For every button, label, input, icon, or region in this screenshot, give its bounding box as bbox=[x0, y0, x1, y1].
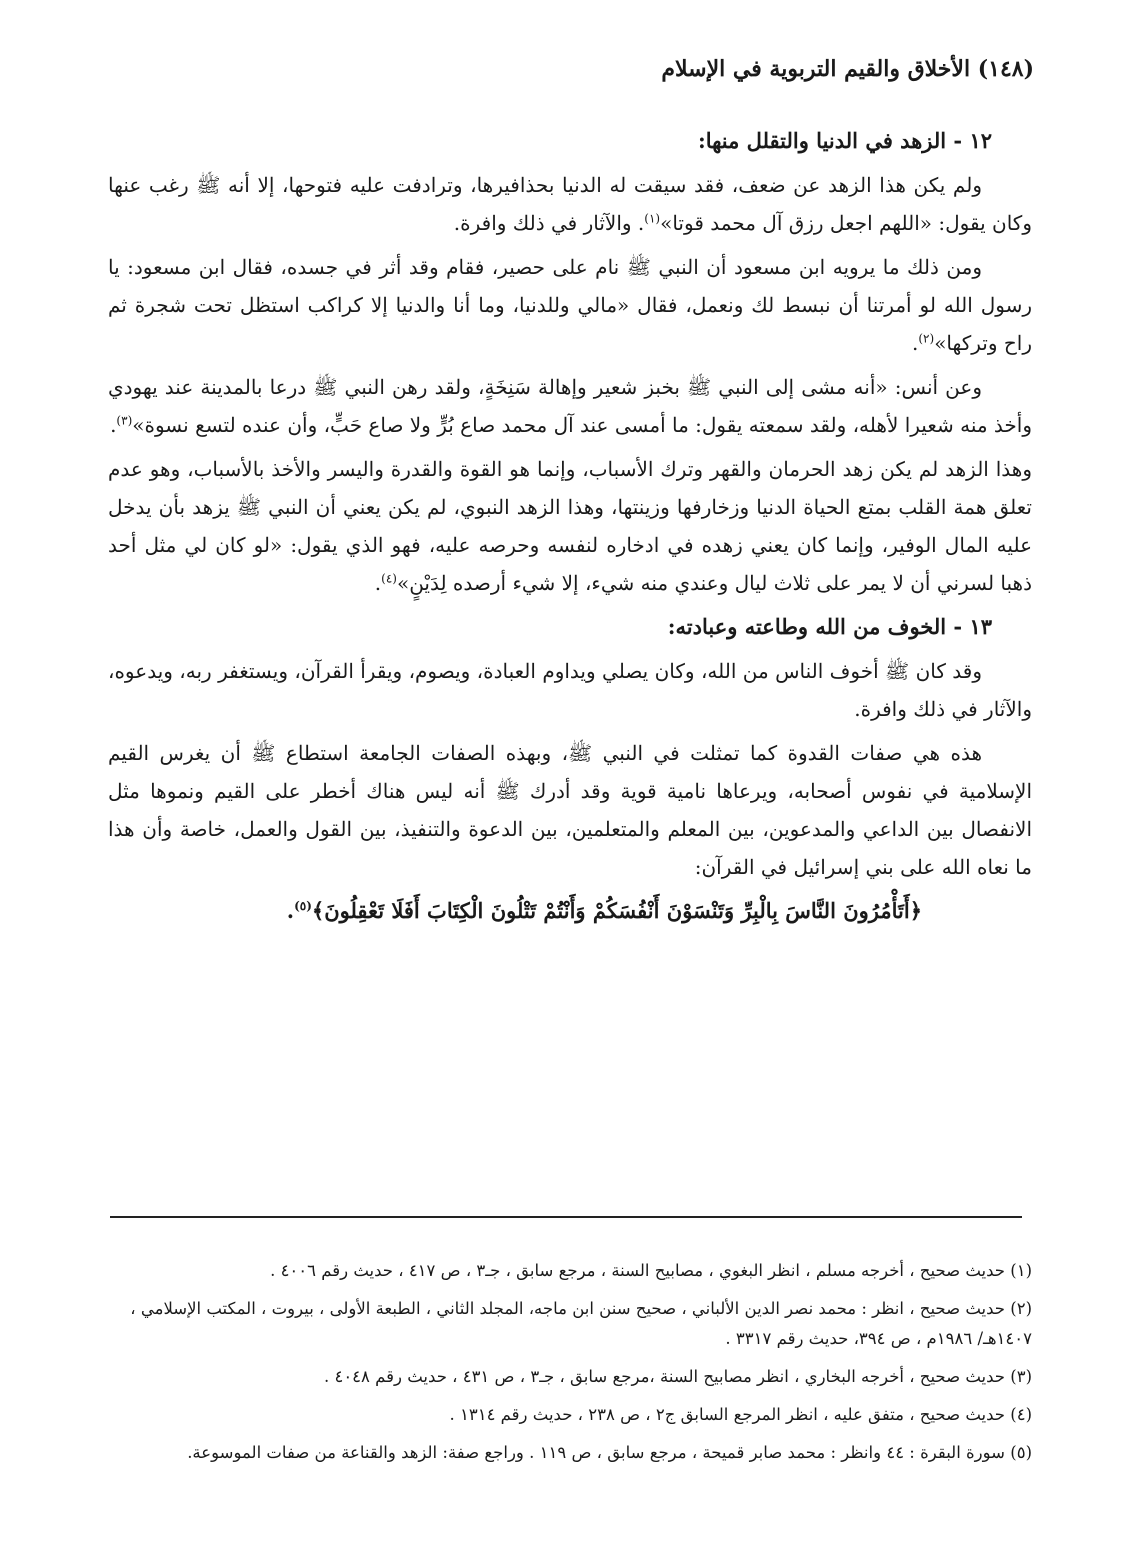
paragraph-tail: . والآثار في ذلك وافرة. bbox=[453, 211, 645, 235]
paragraph bbox=[108, 166, 1032, 242]
paragraph-text: ومن ذلك ما يرويه ابن مسعود أن النبي ﷺ نام على حصير، فقام وقد أثر في جسده، فقال ابن مسعود: يا رسول الله لو أمرتنا أن نبسط لك ونعمل، فقال «مالي وللدنيا، وما أنا والدنيا إلا كراكب استظل تحت شجرة ثم راح وتركها» bbox=[108, 255, 1032, 355]
paragraph-tail: . bbox=[110, 413, 117, 437]
paragraph-text: ولم يكن هذا الزهد عن ضعف، فقد سيقت له الدنيا بحذافيرها، وترادفت عليه فتوحها، إلا أنه ﷺ رغب عنها وكان يقول: «اللهم اجعل رزق آل محمد قوتا» bbox=[108, 173, 1032, 235]
verse-tail: . bbox=[286, 898, 295, 923]
main-text bbox=[108, 122, 1032, 936]
footnote-ref: (١) bbox=[644, 211, 661, 226]
footnote-3: (٣) حديث صحيح ، أخرجه البخاري ، انظر مصابيح السنة ،مرجع سابق ، جـ٣ ، ص ٤٣١ ، حديث رقم ٤٠٤٨ . bbox=[323, 1367, 1032, 1386]
section-heading-12: ١٢ - الزهد في الدنيا والتقلل منها: bbox=[697, 128, 992, 153]
paragraph bbox=[108, 368, 1032, 444]
paragraph-text: وعن أنس: «أنه مشى إلى النبي ﷺ بخبز شعير وإهالة سَنِخَةٍ، ولقد رهن النبي ﷺ درعا بالمدينة عند يهودي وأخذ منه شعيرا لأهله، ولقد سمعته يقول: ما أمسى عند آل محمد صاع بُرٍّ ولا صاع حَبٍّ، وأن عنده لتسع نسوة» bbox=[108, 375, 1032, 437]
footnote-2: (٢) حديث صحيح ، انظر : محمد نصر الدين الألباني ، صحيح سنن ابن ماجه، المجلد الثاني ، الطبعة الأولى ، بيروت ، المكتب الإسلامي ، ١٤٠٧هـ/ ١٩٨٦م ، ص ٣٩٤، حديث رقم ٣٣١٧ . bbox=[130, 1299, 1032, 1348]
paragraph-text: وهذا الزهد لم يكن زهد الحرمان والقهر وترك الأسباب، وإنما هو القوة والقدرة واليسر والأخذ بالأسباب، وهو عدم تعلق همة القلب بمتع الحياة الدنيا وزخارفها وزينتها، وهذا الزهد النبوي، لم يكن يعني أن النبي ﷺ يزهد بأن يدخل عليه المال الوفير، وإنما كان يعني زهده في ادخاره لنفسه وحرصه عليه، فهو الذي يقول: «لو كان لي مثل أحد ذهبا لسرني أن لا يمر على ثلاث ليال وعندي منه شيء، إلا شيء أرصده لِدَيْنٍ» bbox=[108, 457, 1033, 595]
paragraph: وقد كان ﷺ أخوف الناس من الله، وكان يصلي ويداوم العبادة، ويصوم، ويقرأ القرآن، ويستغفر ربه، ويدعوه، والآثار في ذلك وافرة. bbox=[108, 659, 1032, 721]
paragraph-tail: . bbox=[912, 331, 919, 355]
footnote-ref: (٢) bbox=[918, 331, 935, 346]
footnote-1: (١) حديث صحيح ، أخرجه مسلم ، انظر البغوي ، مصابيح السنة ، مرجع سابق ، جـ٣ ، ص ٤١٧ ، حديث رقم ٤٠٠٦ . bbox=[270, 1261, 1032, 1280]
paragraph: هذه هي صفات القدوة كما تمثلت في النبي ﷺ، وبهذه الصفات الجامعة استطاع ﷺ أن يغرس القيم الإسلامية في نفوس أصحابه، ويرعاها نامية قوية وقد أدرك ﷺ أنه ليس هناك أخطر على القيم ونموها مثل الانفصال بين الداعي والمدعوين، بين المعلم والمتعلمين، بين الدعوة والتنفيذ، بين القول والعمل، خاصة وأن هذا ما نعاه الله على بني إسرائيل في القرآن: bbox=[108, 741, 1032, 879]
paragraph bbox=[108, 450, 1032, 602]
quran-verse bbox=[108, 892, 1032, 930]
section-heading-13: ١٣ - الخوف من الله وطاعته وعبادته: bbox=[667, 614, 992, 639]
page-header: (١٤٨) الأخلاق والقيم التربوية في الإسلام bbox=[661, 56, 1034, 82]
footnote-ref: (٤) bbox=[381, 571, 397, 586]
footnote-divider bbox=[110, 1216, 1022, 1218]
footnote-ref: (٥) bbox=[294, 899, 312, 913]
footnotes bbox=[108, 1256, 1032, 1476]
paragraph-tail: . bbox=[374, 571, 382, 595]
paragraph bbox=[108, 248, 1032, 362]
footnote-ref: (٣) bbox=[116, 413, 133, 428]
verse-text: ﴿أَتَأْمُرُونَ النَّاسَ بِالْبِرِّ وَتَنْسَوْنَ أَنْفُسَكُمْ وَأَنْتُمْ تَتْلُونَ الْكِتَابَ أَفَلَا تَعْقِلُونَ﴾ bbox=[311, 898, 922, 923]
footnote-4: (٤) حديث صحيح ، متفق عليه ، انظر المرجع السابق ج٢ ، ص ٢٣٨ ، حديث رقم ١٣١٤ . bbox=[449, 1405, 1032, 1424]
footnote-5: (٥) سورة البقرة : ٤٤ وانظر : محمد صابر قميحة ، مرجع سابق ، ص ١١٩ . وراجع صفة: الزهد والقناعة من صفات الموسوعة. bbox=[187, 1443, 1032, 1462]
